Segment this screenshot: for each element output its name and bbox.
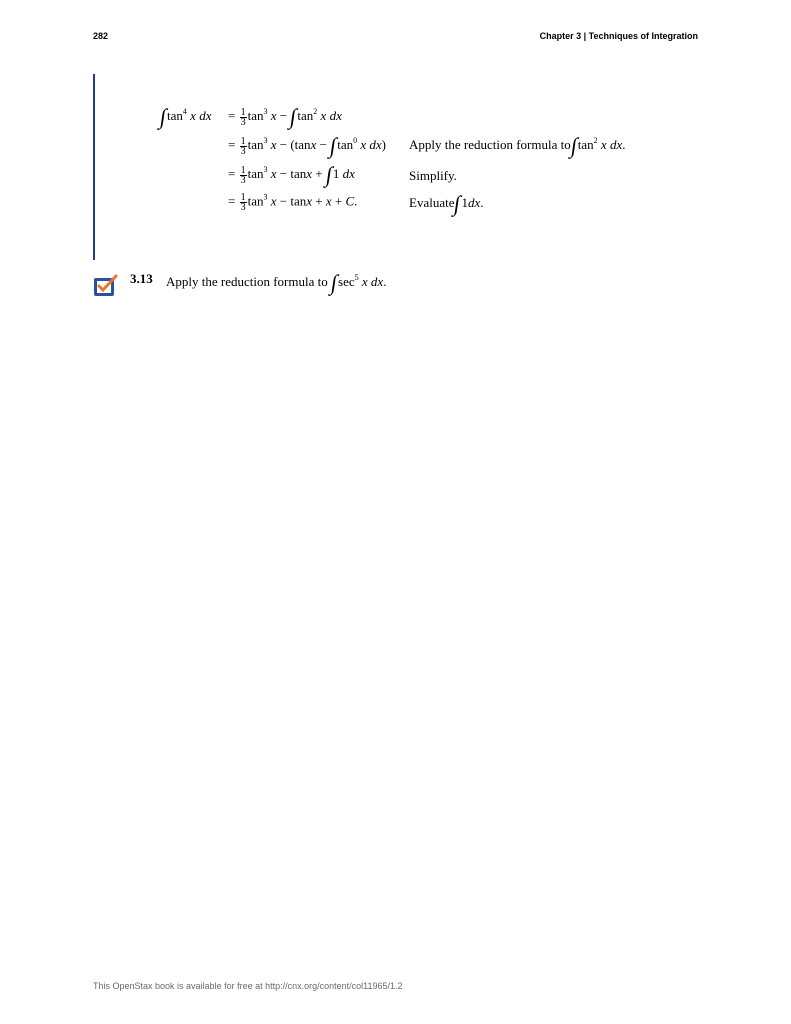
- derivation-lhs: $\int\tan^4$ x dx: [158, 104, 212, 129]
- chapter-title: Chapter 3 | Techniques of Integration: [539, 31, 698, 41]
- integral-sign: ∫: [158, 104, 168, 129]
- derivation-step-1: = $\frac{1}{3}$ $\tan^3 x - \int\tan^2$ x dx: [228, 104, 342, 129]
- derivation-step-3: = $\frac{1}{3}$ $\tan^3 x - \tan x + \int 1$ dx: [228, 162, 355, 187]
- checkpoint-icon: [93, 273, 119, 297]
- exercise-text: Apply the reduction formula to $\int\sec^5$ x dx.: [166, 270, 387, 295]
- exercise-number: 3.13: [130, 271, 153, 286]
- step-3-annotation: Simplify.: [409, 168, 457, 183]
- fraction: $\frac{1}{3}$: [240, 106, 246, 128]
- footer-note: This OpenStax book is available for free at http://cnx.org/content/col11965/1.2: [93, 981, 403, 991]
- derivation-step-4: = $\frac{1}{3}$ $\tan^3 x - \tan x + x + C$.: [228, 192, 358, 213]
- example-sidebar-line: [93, 74, 95, 260]
- step-2-annotation: Apply the reduction formula $to\int\tan^2$ x dx.: [409, 133, 626, 158]
- derivation-step-2: = $\frac{1}{3}$ $\tan^3 x - (\tan x - \int\tan^0$ x dx): [228, 133, 387, 158]
- step-4-annotation: Evaluate∫1dx.: [409, 191, 484, 216]
- page-number: 282: [93, 31, 109, 41]
